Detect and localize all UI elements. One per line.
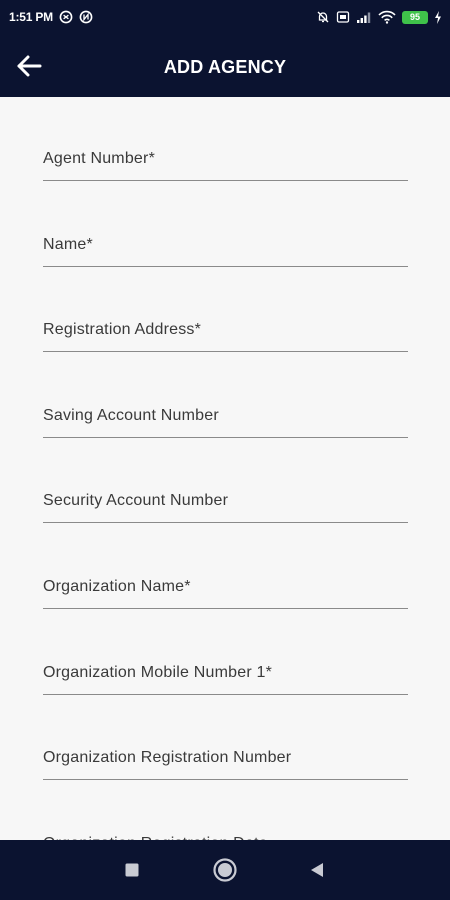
whatsapp-icon [59, 10, 73, 24]
system-nav-bar [0, 840, 450, 900]
add-agency-form [0, 97, 450, 840]
organization-registration-date-field[interactable] [43, 828, 408, 840]
organization-mobile-number-field[interactable] [43, 657, 408, 695]
nav-back-button[interactable] [287, 840, 347, 900]
registration-address-field-wrapper [43, 314, 408, 354]
name-field[interactable] [43, 229, 408, 267]
registration-address-field[interactable] [43, 314, 408, 352]
agent-number-field[interactable] [43, 143, 408, 181]
organization-registration-number-field-wrapper [43, 742, 408, 782]
battery-level: 95 [409, 12, 420, 22]
organization-registration-date-field-wrapper [43, 828, 408, 840]
status-time: 1:51 PM [9, 10, 53, 24]
organization-name-field[interactable] [43, 571, 408, 609]
signal-icon [356, 11, 372, 24]
recents-button[interactable] [102, 840, 162, 900]
sim-icon [336, 10, 350, 24]
recents-square-icon [124, 862, 140, 878]
status-right [316, 10, 442, 24]
home-circle-icon [212, 857, 238, 883]
organization-name-field-wrapper [43, 571, 408, 611]
name-field-wrapper [43, 229, 408, 269]
agent-number-field-wrapper [43, 143, 408, 183]
charging-icon [434, 11, 442, 24]
security-account-number-field[interactable] [43, 485, 408, 523]
page-title: ADD AGENCY [163, 57, 287, 77]
nfc-icon [79, 10, 93, 24]
security-account-number-field-wrapper [43, 485, 408, 525]
saving-account-number-field-wrapper [43, 400, 408, 440]
back-triangle-icon [309, 861, 325, 879]
app-bar [0, 34, 450, 97]
saving-account-number-field[interactable] [43, 400, 408, 438]
status-left [9, 10, 93, 24]
status-bar [0, 0, 450, 34]
organization-mobile-number-field-wrapper [43, 657, 408, 697]
battery-icon [402, 11, 428, 24]
alarm-off-icon [316, 10, 330, 24]
organization-registration-number-field[interactable] [43, 742, 408, 780]
wifi-icon [378, 10, 396, 24]
home-button[interactable] [195, 840, 255, 900]
